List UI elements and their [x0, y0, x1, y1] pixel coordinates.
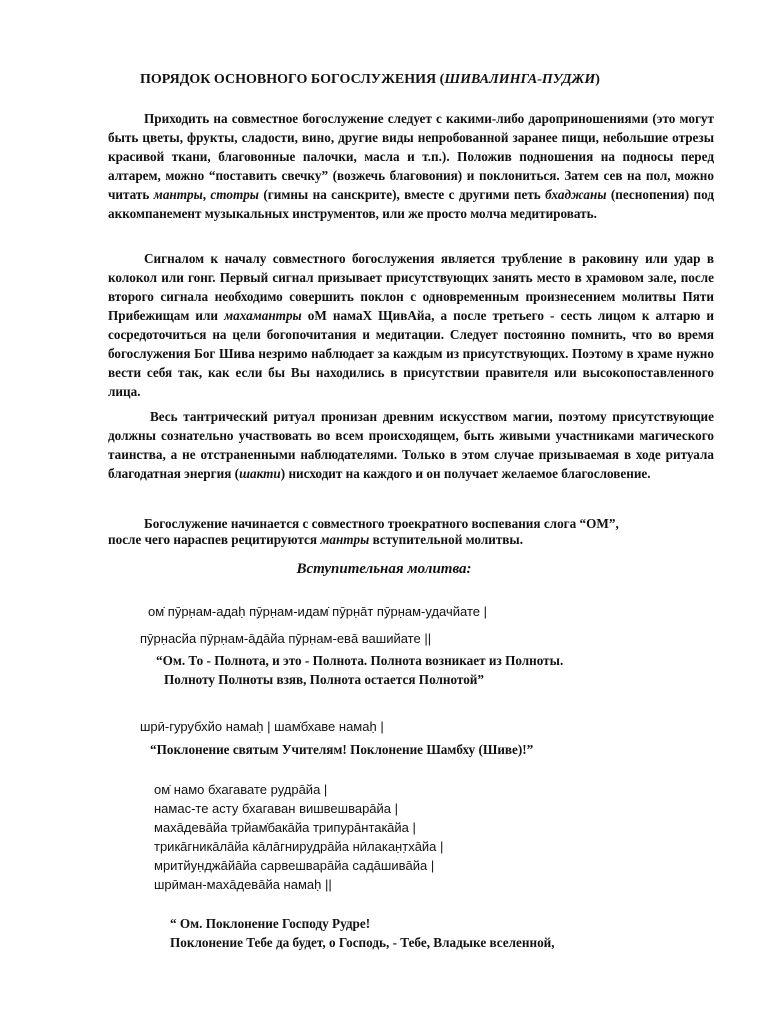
mantra-line: шрӣ-гурубхйо намаḥ | шам̇бхаве намаḥ |	[140, 719, 384, 734]
paragraph-om-line1: Богослужение начинается с совместного троекратного воспевания слога “ОМ”,	[144, 516, 619, 531]
mantra-line: шрӣман-махāдевāйа намаḥ ||	[154, 877, 332, 892]
mantra-line: ом̇ пӯрн̣ам-адаḥ пӯрн̣ам-идам̇ пӯрн̣āт пӯрн̣ам-удачйате |	[148, 604, 487, 619]
paragraph-om-line2: после чего нараспев рецитируются мантры вступительной молитвы.	[108, 532, 524, 547]
mantra-line: махāдевāйа трйам̇бакāйа трипурāнтакāйа |	[154, 820, 416, 835]
mantra-line: намас-те асту бхагаван вишвешварāйа |	[154, 801, 399, 816]
rudra-mantra-block	[154, 780, 443, 894]
paragraph-signal: Сигналом к началу совместного богослужения является трубление в раковину или удар в колокол или гонг. Первый сигнал призывает присутствующих занять место в храмовом зале, после второго сигнала необходимо совершить поклон с одновременным произнесением молитвы Пяти Прибежищам или махамантры оМ намаХ ЩивАйа, а после третьего - сесть лицом к алтарю и сосредоточиться на цели богопочитания и медитации. Следует постоянно помнить, что во время богослужения Бог Шива незримо наблюдает за каждым из присутствующих. Поэтому в храме нужно вести себя так, как если бы Вы находились в присутствии правителя или высокопоставленного лица.	[108, 251, 714, 399]
paragraph-ritual: Весь тантрический ритуал пронизан древним искусством магии, поэтому присутствующие должны сознательно участвовать во всем происходящем, быть живыми участниками магического таинства, а не отстраненными наблюдателями. Только в этом случае призываемая в ходе ритуала благодатная энергия (шакти) нисходит на каждого и он получает желаемое благословение.	[108, 409, 714, 481]
translation-line: “Поклонение святым Учителям! Поклонение Шамбху (Шиве)!”	[150, 742, 534, 757]
paragraph-offerings: Приходить на совместное богослужение следует с какими-либо дароприношениями (это могут быть цветы, фрукты, сладости, вино, другие виды непробованной заранее пищи, небольшие отрезы красивой ткани, благовонные палочки, масла и т.п.). Положив подношения на подносы перед алтарем, можно “поставить свечку” (возжечь благовония) и поклониться. Затем сев на пол, можно читать мантры, стотры (гимны на санскрите), вместе с другими петь бхаджаны (песнопения) под аккомпанемент музыкальных инструментов, или же просто молча медитировать.	[108, 111, 714, 221]
translation-block: “ Ом. Поклонение Господу Рудре! Поклонение Тебе да будет, о Господь, - Тебе, Владыке вселенной,	[170, 916, 555, 950]
section-subtitle: Вступительная молитва:	[296, 561, 472, 577]
mantra-line: ом̇ намо бхагавате рудрāйа |	[154, 782, 328, 797]
mantra-line: мритйун̣джāйāйа сарвешварāйа садāшивāйа |	[154, 858, 435, 873]
mantra-line: трикāгникāлāйа кāлāгнирудрāйа нӣлакан̣т̣хāйа |	[154, 839, 444, 854]
translation-block: “Ом. То - Полнота, и это - Полнота. Полнота возникает из Полноты. Полноту Полноты взяв, Полнота остается Полнотой”	[156, 653, 564, 687]
mantra-line: пӯрн̣асйа пӯрн̣ам-āдāйа пӯрн̣ам-евā вашийате ||	[140, 631, 432, 646]
document-title: ПОРЯДОК ОСНОВНОГО БОГОСЛУЖЕНИЯ (ШИВАЛИНГА-ПУДЖИ)	[140, 72, 600, 87]
